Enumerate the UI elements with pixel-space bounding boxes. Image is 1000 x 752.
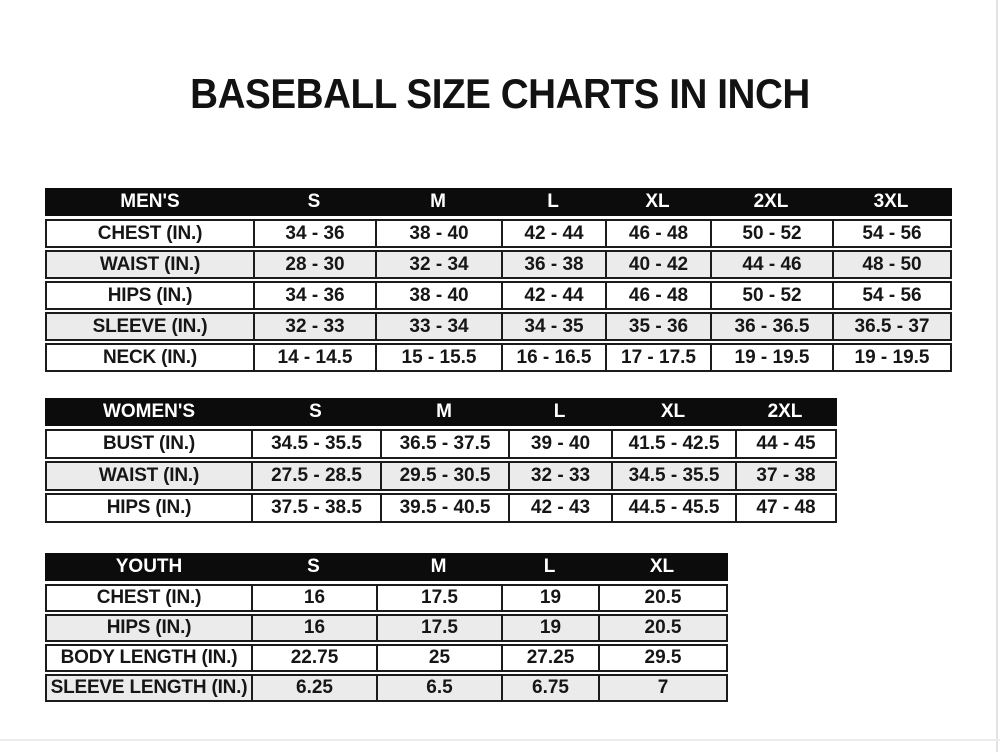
size-cell: 39 - 40 (508, 431, 611, 457)
column-header: XL (645, 191, 670, 212)
scan-edge-line-bottom (0, 739, 1000, 741)
size-cell: 34.5 - 35.5 (611, 463, 735, 489)
size-cell: 32 - 34 (375, 252, 501, 277)
size-cell: 20.5 (598, 616, 726, 640)
row-label: SLEEVE LENGTH (IN.) (50, 677, 248, 698)
column-header: M (430, 556, 447, 577)
size-cell: 19 - 19.5 (832, 345, 950, 370)
row-label: WAIST (IN.) (98, 465, 200, 486)
size-cell: 16 (251, 616, 376, 640)
mens-row (45, 250, 952, 279)
size-cell: 50 - 52 (710, 283, 832, 308)
youth-row (45, 614, 728, 642)
size-cell: 46 - 48 (605, 221, 710, 246)
size-cell: 17.5 (376, 616, 501, 640)
size-cell: 27.25 (501, 646, 598, 670)
youth-size-table (45, 553, 728, 704)
column-header: MEN'S (120, 191, 180, 212)
column-header: S (307, 556, 320, 577)
size-cell: 16 - 16.5 (501, 345, 605, 370)
size-cell: 34 - 35 (501, 314, 605, 339)
size-cell: 42 - 44 (501, 221, 605, 246)
size-cell: 33 - 34 (375, 314, 501, 339)
youth-row (45, 644, 728, 672)
column-header: WOMEN'S (102, 401, 196, 422)
size-cell: 50 - 52 (710, 221, 832, 246)
size-cell: 15 - 15.5 (375, 345, 501, 370)
size-cell: 28 - 30 (253, 252, 375, 277)
mens-row (45, 219, 952, 248)
size-cell: 37 - 38 (735, 463, 835, 489)
size-cell: 34 - 36 (253, 221, 375, 246)
size-cell: 25 (376, 646, 501, 670)
size-cell: 41.5 - 42.5 (611, 431, 735, 457)
size-cell: 32 - 33 (508, 463, 611, 489)
size-cell: 6.5 (376, 676, 501, 700)
size-cell: 19 (501, 586, 598, 610)
column-header: S (307, 191, 321, 212)
column-header: L (553, 401, 566, 422)
scan-edge-line-right (996, 0, 998, 752)
size-cell: 38 - 40 (375, 221, 501, 246)
size-cell: 46 - 48 (605, 283, 710, 308)
row-label: HIPS (IN.) (107, 284, 193, 306)
size-cell: 7 (598, 676, 726, 700)
mens-row (45, 312, 952, 341)
mens-row (45, 343, 952, 372)
mens-row (45, 281, 952, 310)
youth-row (45, 584, 728, 612)
row-label: CHEST (IN.) (96, 587, 202, 608)
size-cell: 54 - 56 (832, 221, 950, 246)
size-cell: 20.5 (598, 586, 726, 610)
size-cell: 14 - 14.5 (253, 345, 375, 370)
size-cell: 19 (501, 616, 598, 640)
size-cell: 48 - 50 (832, 252, 950, 277)
size-cell: 19 - 19.5 (710, 345, 832, 370)
size-cell: 22.75 (251, 646, 376, 670)
size-cell: 38 - 40 (375, 283, 501, 308)
column-header: S (309, 401, 322, 422)
row-label: BUST (IN.) (103, 433, 195, 454)
size-cell: 42 - 43 (508, 495, 611, 521)
womens-header-row (45, 398, 837, 426)
size-cell: 37.5 - 38.5 (251, 495, 380, 521)
mens-size-table (45, 188, 952, 374)
size-cell: 36 - 38 (501, 252, 605, 277)
row-label: HIPS (IN.) (106, 497, 192, 518)
column-header: 2XL (753, 191, 789, 212)
size-cell: 16 (251, 586, 376, 610)
row-label: HIPS (IN.) (106, 617, 192, 638)
size-cell: 36.5 - 37.5 (380, 431, 508, 457)
size-cell: 34 - 36 (253, 283, 375, 308)
youth-header-row (45, 553, 728, 581)
size-cell: 35 - 36 (605, 314, 710, 339)
womens-size-table (45, 398, 837, 525)
column-header: 3XL (873, 191, 909, 212)
size-cell: 54 - 56 (832, 283, 950, 308)
youth-row (45, 674, 728, 702)
size-cell: 40 - 42 (605, 252, 710, 277)
size-cell: 44 - 46 (710, 252, 832, 277)
size-cell: 36 - 36.5 (710, 314, 832, 339)
size-cell: 27.5 - 28.5 (251, 463, 380, 489)
size-cell: 44 - 45 (735, 431, 835, 457)
size-cell: 39.5 - 40.5 (380, 495, 508, 521)
size-cell: 42 - 44 (501, 283, 605, 308)
size-cell: 29.5 (598, 646, 726, 670)
womens-row (45, 429, 837, 459)
womens-row (45, 461, 837, 491)
row-label: WAIST (IN.) (99, 253, 201, 275)
size-cell: 44.5 - 45.5 (611, 495, 735, 521)
size-cell: 17.5 (376, 586, 501, 610)
size-cell: 6.75 (501, 676, 598, 700)
size-cell: 34.5 - 35.5 (251, 431, 380, 457)
row-label: CHEST (IN.) (97, 222, 203, 244)
column-header: XL (660, 401, 686, 422)
size-cell: 17 - 17.5 (605, 345, 710, 370)
column-header: YOUTH (115, 556, 183, 577)
column-header: M (430, 191, 446, 212)
column-header: XL (649, 556, 675, 577)
womens-row (45, 493, 837, 523)
size-cell: 47 - 48 (735, 495, 835, 521)
column-header: L (543, 556, 556, 577)
mens-header-row (45, 188, 952, 216)
size-cell: 36.5 - 37 (832, 314, 950, 339)
row-label: SLEEVE (IN.) (92, 315, 208, 337)
column-header: 2XL (767, 401, 803, 422)
size-cell: 29.5 - 30.5 (380, 463, 508, 489)
size-cell: 32 - 33 (253, 314, 375, 339)
row-label: BODY LENGTH (IN.) (60, 647, 238, 668)
page-title: BASEBALL SIZE CHARTS IN INCH (190, 70, 810, 117)
size-cell: 6.25 (251, 676, 376, 700)
column-header: L (547, 191, 559, 212)
column-header: M (436, 401, 452, 422)
row-label: NECK (IN.) (102, 346, 198, 368)
